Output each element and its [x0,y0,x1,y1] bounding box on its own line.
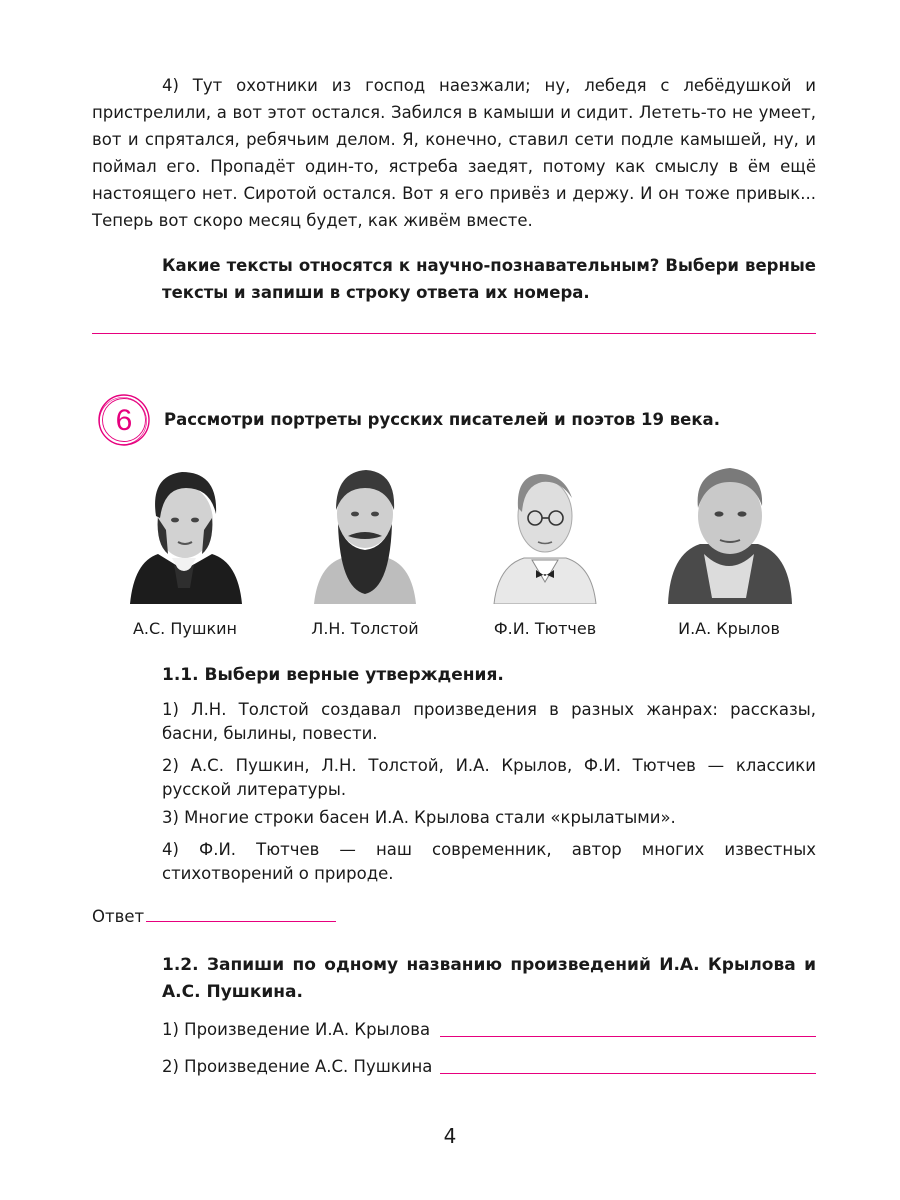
passage-text: 4) Тут охотники из господ наезжали; ну, лебедя с лебёдушкой и пристрелили, а вот этот остался. Забился в камыши и сидит. Лететь-то не умеет, вот и спрятался, ребячьим делом. Я, конечно, ставил сети подле камышей, ну, и поймал его. Пропадёт один-то, ястреба заедят, потому как смыслу в ём ещё настоящего нет. Сиротой остался. Вот я его привёз и держу. И он тоже привык... Теперь вот скоро месяц будет, как живём вместе. [92,76,816,230]
task-number-badge [96,392,152,448]
krylov-work-label: 1) Произведение И.А. Крылова [162,1020,431,1039]
statement-2: 2) А.С. Пушкин, Л.Н. Толстой, И.А. Крылов, Ф.И. Тютчев — классики русской литературы. [162,756,816,799]
answer-line-task5[interactable] [92,333,816,334]
caption-krylov: И.А. Крылов [678,619,780,638]
portrait-tolstoy-icon [300,458,430,604]
passage-4 [92,72,816,234]
answer-label: Ответ [92,907,145,926]
krylov-work-line[interactable] [440,1036,816,1037]
statement-1: 1) Л.Н. Толстой создавал произведения в разных жанрах: рассказы, басни, былины, повести. [162,700,816,743]
caption-tyutchev: Ф.И. Тютчев [493,619,597,638]
statement-3: 3) Многие строки басен И.А. Крылова стали «крылатыми». [162,808,676,827]
caption-tolstoy: Л.Н. Толстой [311,619,419,638]
pushkin-work-line[interactable] [440,1073,816,1074]
pushkin-work-label: 2) Произведение А.С. Пушкина [162,1057,433,1076]
heading-1-2: 1.2. Запиши по одному названию произведений И.А. Крылова и А.С. Пушкина. [162,955,816,1002]
task-6-title: Рассмотри портреты русских писателей и поэтов 19 века. [164,410,720,429]
portrait-krylov-icon [664,458,794,604]
caption-pushkin: А.С. Пушкин [132,619,238,638]
question-scientific-texts: Какие тексты относятся к научно-познавательным? Выбери верные тексты и запиши в строку ответа их номера. [162,256,816,302]
statement-4: 4) Ф.И. Тютчев — наш современник, автор многих известных стихотворений о природе. [162,840,816,883]
portrait-tyutchev-icon [480,458,610,604]
page-number: 4 [443,1124,457,1148]
answer-line-1-1[interactable] [146,921,336,922]
portrait-pushkin-icon [120,458,250,604]
heading-1-1: 1.1. Выбери верные утверждения. [162,665,504,685]
task-number: 6 [115,404,133,437]
